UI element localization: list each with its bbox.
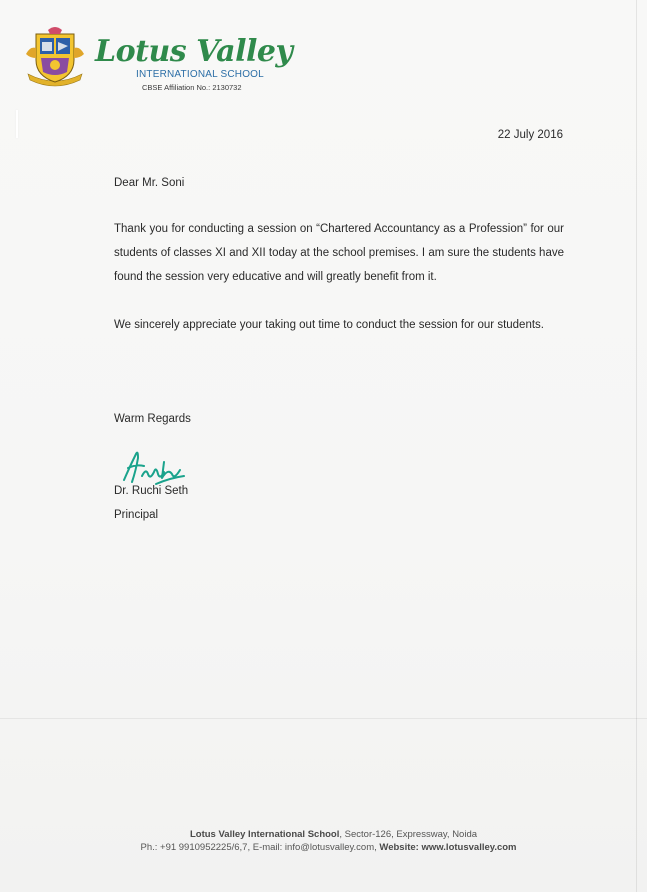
paper-crease xyxy=(636,0,637,892)
letter-date: 22 July 2016 xyxy=(497,129,563,141)
signature-icon xyxy=(120,446,188,488)
paper-mark xyxy=(16,110,18,138)
body-paragraph-1: Thank you for conducting a session on “Chartered Accountancy as a Profession” for our students of classes XI and XII today at the school premises. I am sure the students have found the session very educative and will greatly benefit from it. xyxy=(114,223,564,283)
footer-website: Website: www.lotusvalley.com xyxy=(379,842,517,853)
school-crest-icon xyxy=(22,24,88,90)
body-paragraph-2: We sincerely appreciate your taking out time to conduct the session for our students. xyxy=(114,319,544,331)
paper-fold xyxy=(0,718,647,719)
footer-school-name: Lotus Valley International School xyxy=(189,829,340,840)
affiliation-number: CBSE Affiliation No.: 2130732 xyxy=(142,83,242,92)
footer-address xyxy=(0,829,647,840)
footer-address-rest: , Sector-126, Expressway, Noida xyxy=(339,829,478,840)
salutation: Dear Mr. Soni xyxy=(114,177,185,189)
school-name-logo: Lotus Valley xyxy=(95,34,293,69)
closing: Warm Regards xyxy=(114,413,191,425)
signer-title: Principal xyxy=(114,509,159,521)
footer-contact xyxy=(0,842,647,853)
signer-name: Dr. Ruchi Seth xyxy=(114,485,189,497)
footer-phone-email: Ph.: +91 9910952225/6,7, E-mail: info@lotusvalley.com, xyxy=(140,842,380,853)
school-subtitle: INTERNATIONAL SCHOOL xyxy=(136,69,264,80)
